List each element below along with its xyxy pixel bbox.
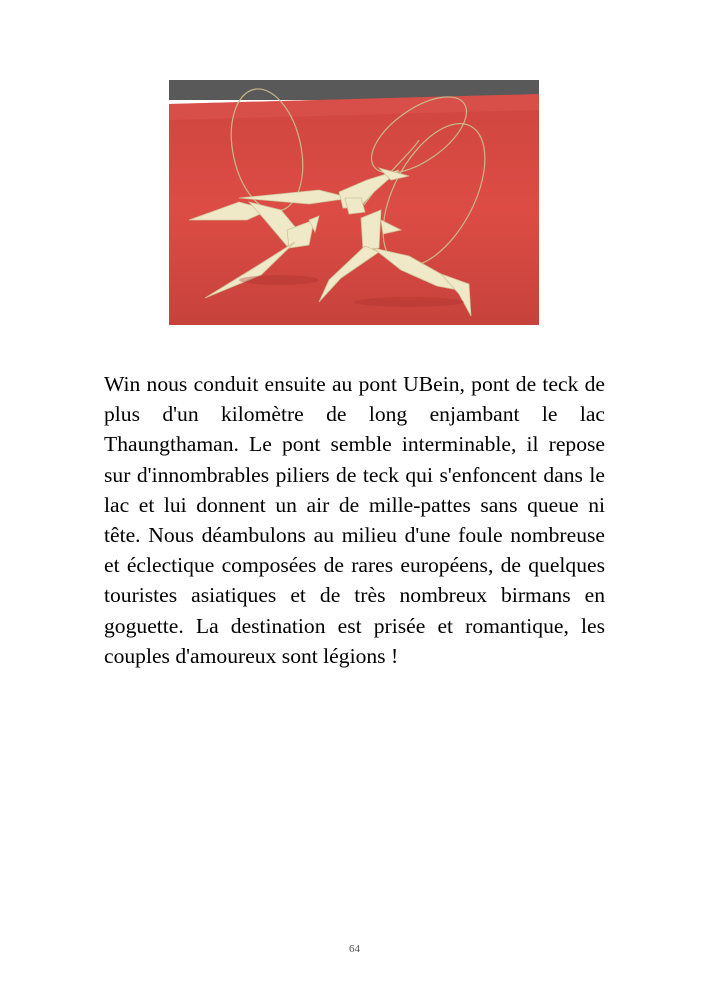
woven-birds-photo (169, 80, 539, 325)
body-paragraph: Win nous conduit ensuite au pont UBein, pont de teck de plus d'un kilomètre de long enjambant le lac Thaungthaman. Le pont semble interminable, il repose sur d'innombrables piliers de teck qui s'enfoncent dans le lac et lui donnent un air de mille-pattes sans queue ni tête. Nous déambulons au milieu d'une foule nombreuse et éclectique composées de rares européens, de quelques touristes asiatiques et de très nombreux birmans en goguette. La destination est prisée et romantique, les couples d'amoureux sont légions ! (104, 372, 605, 668)
page-number: 64 (349, 943, 360, 955)
